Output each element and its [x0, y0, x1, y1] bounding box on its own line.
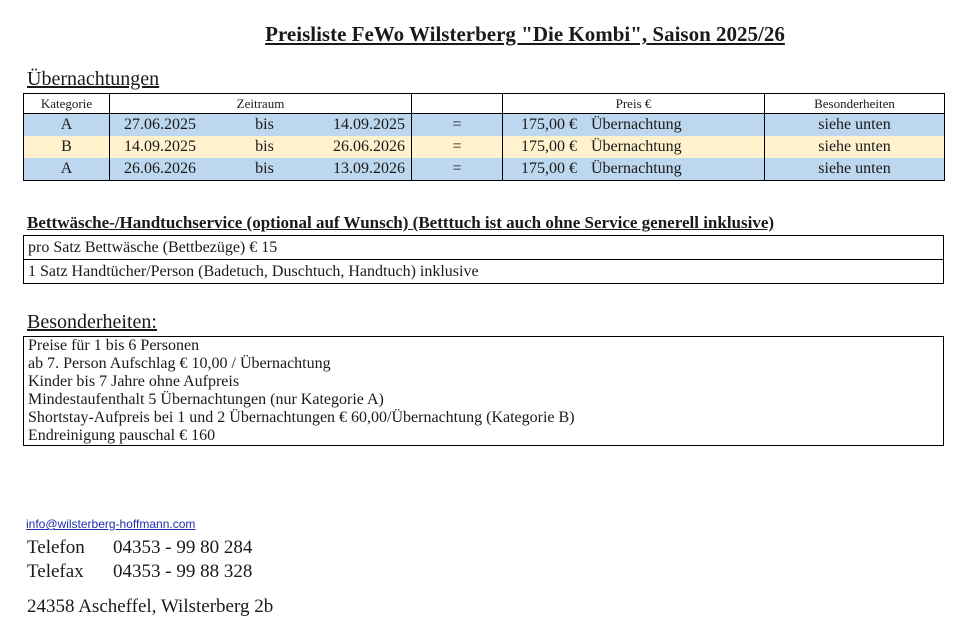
table-row [24, 136, 945, 158]
service-box [23, 235, 944, 284]
cell-besonderheiten: siehe unten [765, 114, 945, 137]
date-separator: bis [255, 160, 274, 177]
cell-preis [503, 158, 765, 181]
column-header-preis: Preis € [503, 94, 765, 114]
cell-zeitraum [110, 114, 412, 137]
cell-kategorie: B [24, 136, 110, 158]
price-unit: Übernachtung [591, 160, 682, 177]
telefax-number: 04353 - 99 88 328 [113, 561, 253, 582]
price-unit: Übernachtung [591, 116, 682, 133]
cell-besonderheiten: siehe unten [765, 158, 945, 181]
table-row [24, 114, 945, 137]
price-value: 175,00 € [521, 116, 577, 133]
column-header-zeitraum: Zeitraum [110, 94, 412, 114]
address: 24358 Ascheffel, Wilsterberg 2b [27, 596, 274, 617]
price-unit: Übernachtung [591, 138, 682, 155]
telefax-label: Telefax [27, 561, 84, 582]
date-to: 13.09.2026 [332, 160, 405, 177]
price-table [23, 93, 945, 181]
telefon-number: 04353 - 99 80 284 [113, 537, 253, 558]
cell-kategorie: A [24, 158, 110, 181]
cell-zeitraum [110, 136, 412, 158]
date-from: 14.09.2025 [124, 138, 196, 155]
price-value: 175,00 € [521, 160, 577, 177]
telefon-label: Telefon [27, 537, 85, 558]
service-line-handtuecher: 1 Satz Handtücher/Person (Badetuch, Duschtuch, Handtuch) inklusive [24, 259, 943, 283]
date-from: 27.06.2025 [124, 116, 196, 133]
overnights-heading: Übernachtungen [27, 68, 160, 90]
besonderheit-item: Kinder bis 7 Jahre ohne Aufpreis [28, 373, 240, 390]
date-to: 14.09.2025 [332, 116, 405, 133]
besonderheit-item: Preise für 1 bis 6 Personen [28, 337, 200, 354]
service-line-bettwaesche: pro Satz Bettwäsche (Bettbezüge) € 15 [28, 239, 278, 256]
table-row [24, 158, 945, 181]
cell-equals: = [412, 114, 503, 137]
cell-equals: = [412, 136, 503, 158]
besonderheit-item: Mindestaufenthalt 5 Übernachtungen (nur Kategorie A) [28, 391, 384, 408]
cell-zeitraum [110, 158, 412, 181]
price-value: 175,00 € [521, 138, 577, 155]
page-title: Preisliste FeWo Wilsterberg "Die Kombi", Saison 2025/26 [265, 22, 785, 46]
column-header-empty [412, 94, 503, 114]
service-heading: Bettwäsche-/Handtuchservice (optional auf Wunsch) (Betttuch ist auch ohne Service generell inklusive) [27, 213, 775, 232]
cell-equals: = [412, 158, 503, 181]
email-link[interactable]: info@wilsterberg-hoffmann.com [26, 517, 196, 531]
cell-preis [503, 136, 765, 158]
cell-kategorie: A [24, 114, 110, 137]
besonderheit-item: Shortstay-Aufpreis bei 1 und 2 Übernachtungen € 60,00/Übernachtung (Kategorie B) [28, 409, 575, 426]
date-from: 26.06.2026 [124, 160, 196, 177]
besonderheiten-box [23, 336, 944, 446]
telefax-line [27, 561, 252, 583]
date-separator: bis [255, 116, 274, 133]
besonderheit-item: ab 7. Person Aufschlag € 10,00 / Übernachtung [28, 355, 331, 372]
date-to: 26.06.2026 [332, 138, 405, 155]
telefon-line [27, 537, 252, 559]
column-header-kategorie: Kategorie [24, 94, 110, 114]
date-separator: bis [255, 138, 274, 155]
price-table-header [24, 94, 945, 114]
besonderheit-item: Endreinigung pauschal € 160 [28, 427, 216, 444]
besonderheiten-heading: Besonderheiten: [27, 311, 157, 333]
cell-preis [503, 114, 765, 137]
column-header-besonderheiten: Besonderheiten [765, 94, 945, 114]
cell-besonderheiten: siehe unten [765, 136, 945, 158]
